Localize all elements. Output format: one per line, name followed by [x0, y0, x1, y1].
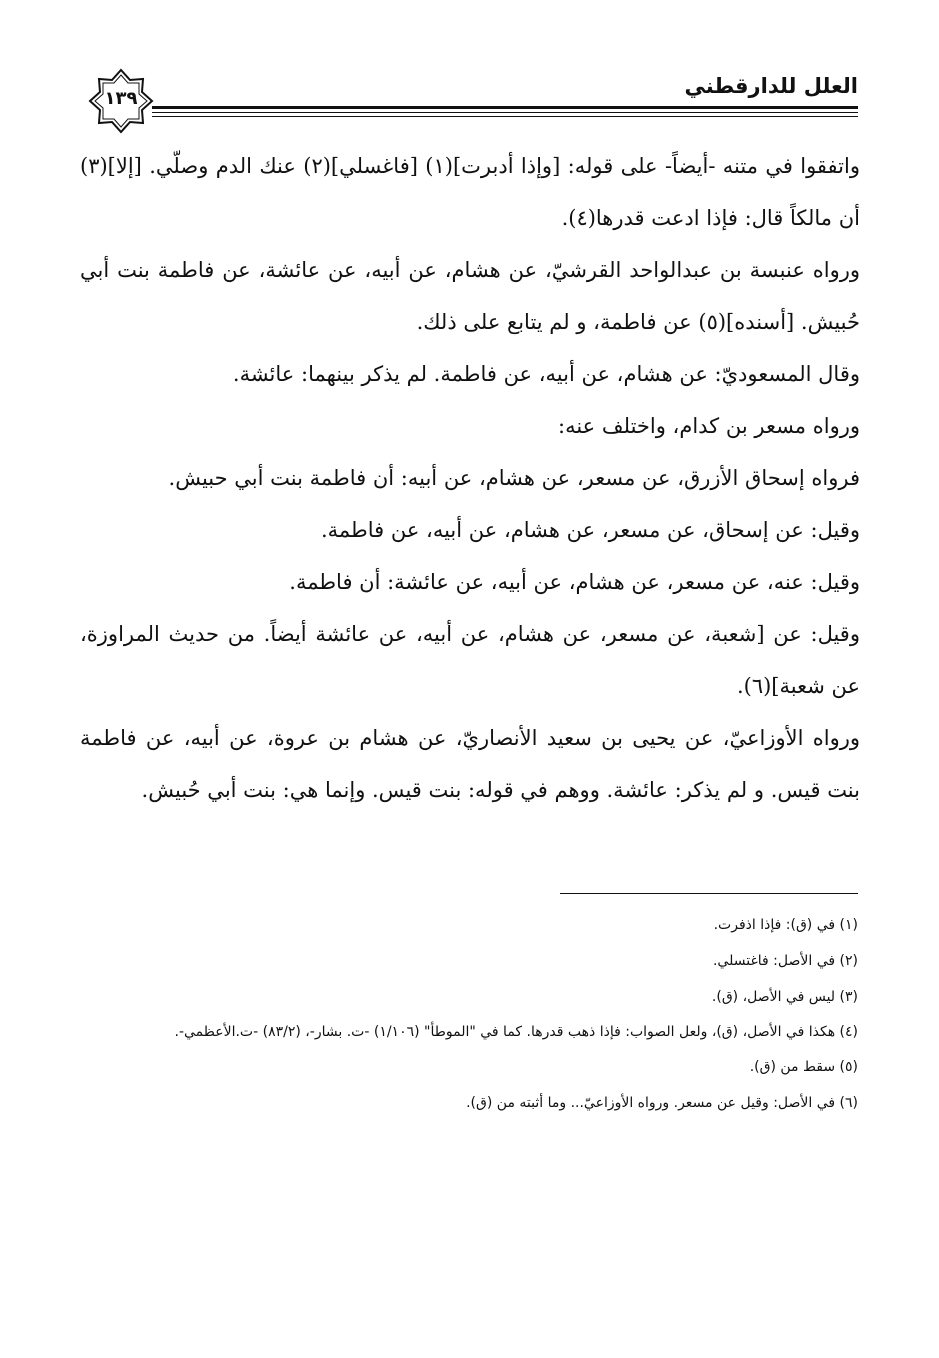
footnote: (٢) في الأصل: فاغتسلي. — [712, 953, 858, 969]
footnote: (١) في (ق): فإذا اذفرت. — [713, 917, 858, 933]
footnote: (٥) سقط من (ق). — [749, 1059, 858, 1075]
paragraph: ورواه مسعر بن كدام، واختلف عنه: — [558, 414, 860, 438]
footnote: (٣) ليس في الأصل، (ق). — [711, 989, 858, 1005]
footnote: (٤) هكذا في الأصل، (ق)، ولعل الصواب: فإذا ذهب قدرها. كما في "الموطأ" (١/١٠٦) -ت. بشار-، (٨٣/٢) -ت.الأعظمي-. — [174, 1024, 858, 1040]
paragraph: واتفقوا في متنه -أيضاً- على قوله: [وإذا أدبرت](١) [فاغسلي](٢) عنك الدم وصلّي. [إلا](٣) أن مالكاً قال: فإذا ادعت قدرها(٤). — [80, 154, 860, 230]
header-rule-thin — [152, 112, 858, 113]
book-title: العلل للدارقطني — [684, 74, 858, 98]
header-rule-thick — [152, 106, 858, 109]
paragraph: فرواه إسحاق الأزرق، عن مسعر، عن هشام، عن أبيه: أن فاطمة بنت أبي حبيش. — [168, 466, 860, 490]
page-number: ١٣٩ — [104, 88, 138, 109]
page-header — [88, 68, 858, 128]
footnote-separator — [560, 893, 858, 894]
paragraph: ورواه عنبسة بن عبدالواحد القرشيّ، عن هشام، عن أبيه، عن عائشة، عن فاطمة بنت أبي حُبيش. [أسنده](٥) عن فاطمة، و لم يتابع على ذلك. — [80, 258, 860, 334]
paragraph: وقيل: عن [شعبة، عن مسعر، عن هشام، عن أبيه، عن عائشة أيضاً. من حديث المراوزة، عن شعبة](٦). — [80, 622, 860, 698]
header-rule-thin-2 — [152, 116, 858, 117]
paragraph: وقيل: عن إسحاق، عن مسعر، عن هشام، عن أبيه، عن فاطمة. — [320, 518, 860, 542]
main-text — [80, 140, 860, 816]
footnote: (٦) في الأصل: وقيل عن مسعر. ورواه الأوزاعيّ... وما أثبته من (ق). — [466, 1095, 858, 1111]
paragraph: وقيل: عنه، عن مسعر، عن هشام، عن أبيه، عن عائشة: أن فاطمة. — [289, 570, 860, 594]
paragraph: وقال المسعوديّ: عن هشام، عن أبيه، عن فاطمة. لم يذكر بينهما: عائشة. — [232, 362, 860, 386]
page-number-badge — [88, 68, 154, 134]
footnotes — [80, 910, 858, 1124]
paragraph: ورواه الأوزاعيّ، عن يحيى بن سعيد الأنصاريّ، عن هشام بن عروة، عن أبيه، عن فاطمة بنت قيس. و لم يذكر: عائشة. ووهم في قوله: بنت قيس. وإنما هي: بنت أبي حُبيش. — [80, 726, 860, 802]
